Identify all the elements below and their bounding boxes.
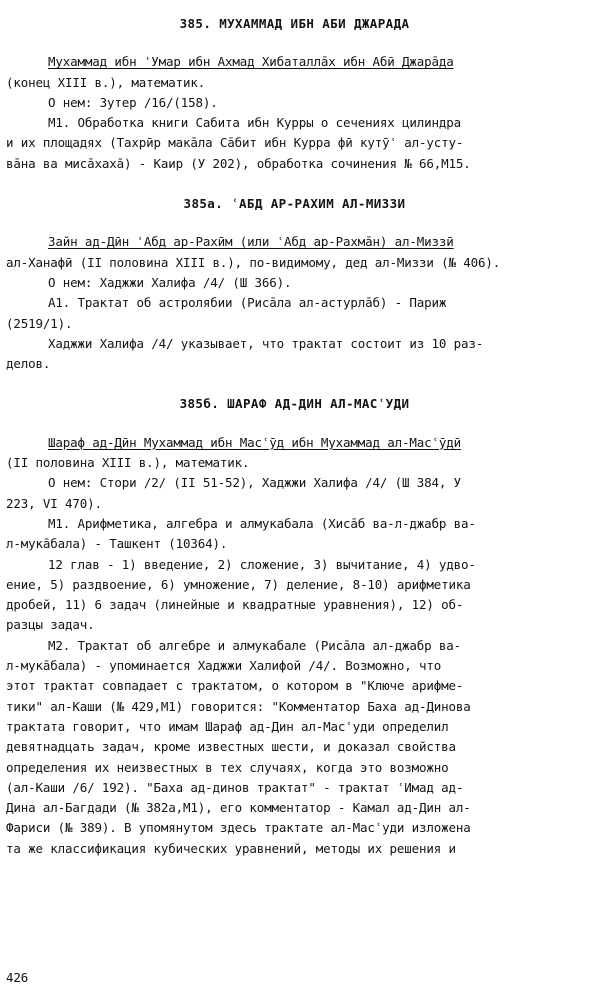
text-line: л-мукāбала) - Ташкент (10364). [6, 536, 228, 552]
text-line: М1. Обработка книги Сабита ибн Курры о сечениях цилиндра [48, 115, 462, 131]
text-line: О нем: Зутер /16/(158). [48, 94, 218, 110]
text-line: А1. Трактат об астролябии (Рисāла ал-астурлāб) - Париж [48, 295, 447, 311]
section-heading: 385. МУХАММАД ИБН АБИ ДЖАРАДА [179, 16, 410, 31]
page-number: 426 [6, 970, 29, 985]
text-line: разцы задач. [6, 617, 95, 633]
text-line: этот трактат совпадает с трактатом, о котором в "Ключе арифме- [6, 678, 464, 694]
text-line: ал-Ханафӣ (II половина XIII в.), по-видимому, дед ал-Миззи (№ 406). [6, 254, 501, 270]
text-line: (конец XIII в.), математик. [6, 74, 206, 90]
text-line: Мухаммад ибн ʿУмар ибн Ахмад Хибаталлāх ибн Абӣ Джарāда [48, 54, 454, 70]
text-line: 223, VI 470). [6, 495, 102, 511]
text-line: (II половина XIII в.), математик. [6, 455, 250, 471]
text-line: Зайн ад-Дӣн ʿАбд ар-Рахӣм (или ʿАбд ар-Рахмāн) ал-Миззӣ [48, 234, 454, 250]
text-line: трактата говорит, что имам Шараф ад-Дин ал-Масʿуди определил [6, 718, 449, 734]
entry-385a-biography [6, 232, 583, 374]
text-line: делов. [6, 356, 51, 372]
section-385 [6, 14, 583, 174]
text-line: Хаджжи Халифа /4/ указывает, что трактат состоит из 10 раз- [48, 335, 484, 351]
section-heading: 385а. ʿАБД АР-РАХИМ АЛ-МИЗЗИ [183, 196, 406, 212]
text-line: (2519/1). [6, 315, 73, 331]
text-line: и их площадях (Тахрӣр макāла Сāбит ибн Курра фӣ кутӯʿ ал-усту- [6, 135, 464, 151]
text-line: девятнадцать задач, кроме известных шести, и доказал свойства [6, 739, 456, 755]
text-line: Шараф ад-Дӣн Мухаммад ибн Масʿӯд ибн Мухаммад ал-Масʿӯдӣ [48, 434, 462, 450]
text-line: (ал-Каши /6/ 192). "Баха ад-динов трактат" - трактат ʿИмад ад- [6, 779, 464, 795]
text-line: Дина ал-Багдади (№ 382а,M1), его комментатор - Камал ад-Дин ал- [6, 800, 471, 816]
text-line: М2. Трактат об алгебре и алмукабале (Рисāла ал-джабр ва- [48, 637, 462, 653]
text-line: М1. Арифметика, алгебра и алмукабала (Хисāб ва-л-джабр ва- [48, 515, 476, 531]
text-line: О нем: Хаджжи Халифа /4/ (Ш 366). [48, 274, 292, 290]
text-line: дробей, 11) 6 задач (линейные и квадратные уравнения), 12) об- [6, 597, 464, 613]
text-line: вāна ва мисāхаха̄) - Каир (У 202), обработка сочинения № 66,M15. [6, 155, 471, 171]
section-heading: 385б. ШАРАФ АД-ДИН АЛ-МАСʿУДИ [179, 396, 410, 412]
text-line: та же классификация кубических уравнений, методы их решения и [6, 840, 456, 856]
text-line: 12 глав - 1) введение, 2) сложение, 3) вычитание, 4) удво- [48, 556, 476, 572]
text-line: л-мукāбала) - упоминается Хаджжи Халифой /4/. Возможно, что [6, 658, 442, 674]
section-385a [6, 194, 583, 374]
text-line: определения их неизвестных в тех случаях, когда это возможно [6, 759, 449, 775]
text-line: тики" ал-Каши (№ 429,M1) говорится: "Комментатор Баха ад-Динова [6, 698, 471, 714]
text-line: ение, 5) раздвоение, 6) умножение, 7) деление, 8-10) арифметика [6, 576, 471, 592]
text-line: Фариси (№ 389). В упомянутом здесь трактате ал-Масʿуди изложена [6, 820, 471, 836]
section-385b [6, 394, 583, 859]
entry-385b-biography [6, 433, 583, 859]
entry-385-biography [6, 52, 583, 174]
text-line: О нем: Стори /2/ (II 51-52), Хаджжи Халифа /4/ (Ш 384, У [48, 475, 462, 491]
